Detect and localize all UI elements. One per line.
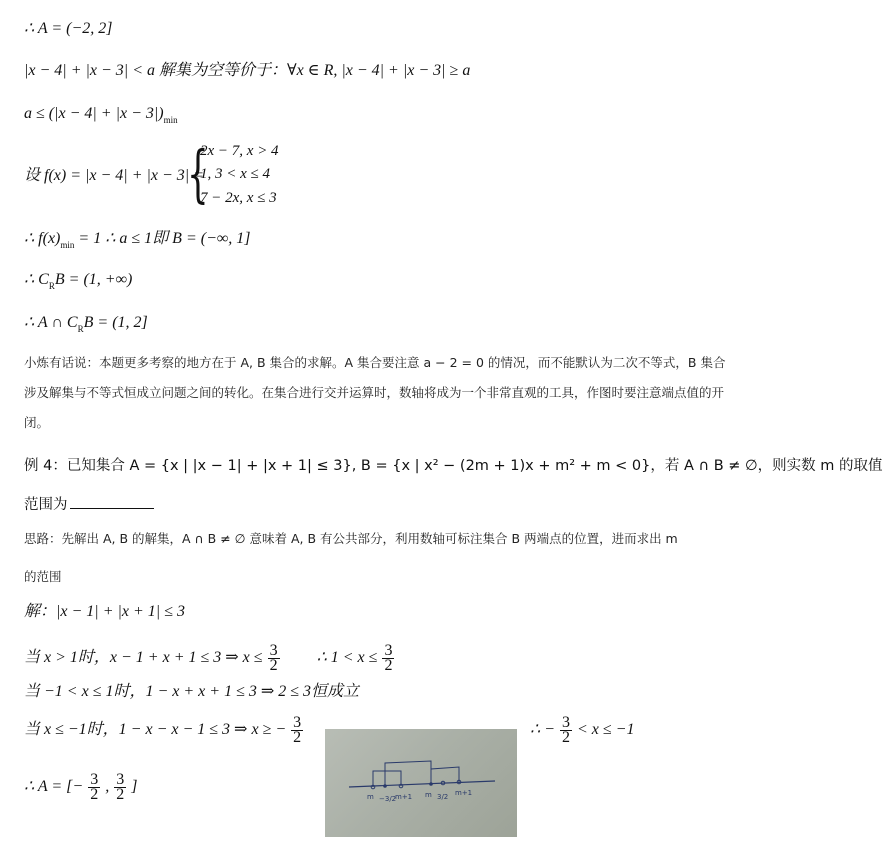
label-neg-three-halves: −3/2 [379, 795, 397, 803]
case-x-le-minus-1-expr: 当 x ≤ −1时，1 − x − x − 1 ≤ 3 ⇒ x ≥ − [24, 721, 287, 739]
complement-prefix: ∴ C [24, 271, 49, 288]
example-4-answer-line [24, 494, 154, 516]
intersection-subscript: R [77, 324, 84, 334]
label-m: m [367, 793, 374, 801]
line-set-a: ∴ A = (−2, 2] [24, 20, 113, 37]
fraction-3-2: $\frac{3}{2}$ [293, 714, 302, 746]
complement-result: B = (1, +∞) [54, 271, 133, 288]
set-b-result: = 1 ∴ a ≤ 1即 B = (−∞, 1] [74, 230, 251, 247]
b-interval-right [431, 767, 459, 784]
set-a-final: ∴ A = [− $\frac{3}{2}$ , $\frac{3}{2}$ ] [24, 771, 138, 803]
case-x-le-minus-1-result: ∴ − $\frac{3}{2}$ < x ≤ −1 [530, 714, 635, 746]
case-x-gt-1-expr: 当 x > 1时，x − 1 + x + 1 ≤ 3 ⇒ x ≤ [24, 649, 263, 667]
example-4-statement: 例 4：已知集合 A = {x | |x − 1| + |x + 1| ≤ 3}, B = {x | x² − (2m + 1)x + m² + m < 0}，若 A ∩ B ≠ ∅，则实数 m 的取值 [24, 458, 883, 474]
idea-line-1: 思路：先解出 A, B 的解集，A ∩ B ≠ ∅ 意味着 A, B 有公共部分，利用数轴可标注集合 B 两端点的位置，进而求出 m [24, 531, 678, 546]
line-complement-b [24, 269, 132, 297]
point-m-right [429, 782, 433, 786]
piecewise-case-1: 2x − 7, x > 4 [200, 143, 279, 159]
f-min-subscript: min [60, 240, 75, 250]
piecewise-case-3: 7 − 2x, x ≤ 3 [200, 190, 277, 206]
line-a-min [24, 103, 178, 131]
label-m-plus-1-2: m+1 [455, 789, 473, 797]
number-line-sketch [325, 729, 517, 837]
label-m-2: m [425, 791, 432, 799]
number-line-photo [325, 729, 517, 837]
a-min-expr: a ≤ (|x − 4| + |x − 3|) [24, 105, 164, 122]
label-m-plus-1: m+1 [395, 793, 413, 801]
a-interval [385, 761, 431, 786]
answer-prompt: 范围为 [24, 497, 68, 513]
line-intersection [24, 312, 148, 340]
idea-line-2: 的范围 [24, 569, 62, 584]
case-middle: 当 −1 < x ≤ 1时，1 − x + x + 1 ≤ 3 ⇒ 2 ≤ 3恒成立 [24, 683, 360, 700]
note-xiaolian: 小炼有话说：本题更多考察的地方在于 A, B 集合的求解。A 集合要注意 a − 2 = 0 的情况，而不能默认为二次不等式，B 集合涉及解集与不等式恒成立问题之间的转化。在集合进行交并运算时，数轴将成为一个非常直观的工具，作图时要注意端点值的开闭。 [24, 355, 726, 430]
label-three-halves: 3/2 [437, 793, 449, 801]
intersection-prefix: ∴ A ∩ C [24, 314, 78, 331]
f-min-expr: ∴ f(x) [24, 230, 61, 247]
intersection-result: B = (1, 2] [83, 314, 148, 331]
line-f-min [24, 228, 251, 256]
case-x-gt-1-result: ∴ 1 < x ≤ [316, 649, 378, 667]
piecewise-prefix: 设 f(x) = |x − 4| + |x − 3| = [24, 167, 204, 184]
piecewise-case-2: 1, 3 < x ≤ 4 [200, 166, 271, 182]
fraction-3-2: $\frac{3}{2}$ [269, 642, 278, 674]
fraction-3-2: $\frac{3}{2}$ [384, 642, 393, 674]
solution-start: 解：|x − 1| + |x + 1| ≤ 3 [24, 603, 185, 620]
fraction-3-2: $\frac{3}{2}$ [116, 771, 125, 803]
answer-blank[interactable] [70, 508, 154, 509]
complement-subscript: R [48, 281, 55, 291]
line-empty-solution: |x − 4| + |x − 3| < a 解集为空等价于：∀x ∈ R, |x − 4| + |x − 3| ≥ a [24, 62, 471, 79]
fraction-3-2: $\frac{3}{2}$ [90, 771, 99, 803]
case-x-gt-1 [24, 644, 395, 673]
min-subscript: min [163, 115, 178, 125]
point-neg-three-halves [383, 784, 387, 788]
case-x-le-minus-1 [24, 716, 304, 745]
fraction-3-2: $\frac{3}{2}$ [561, 714, 570, 746]
